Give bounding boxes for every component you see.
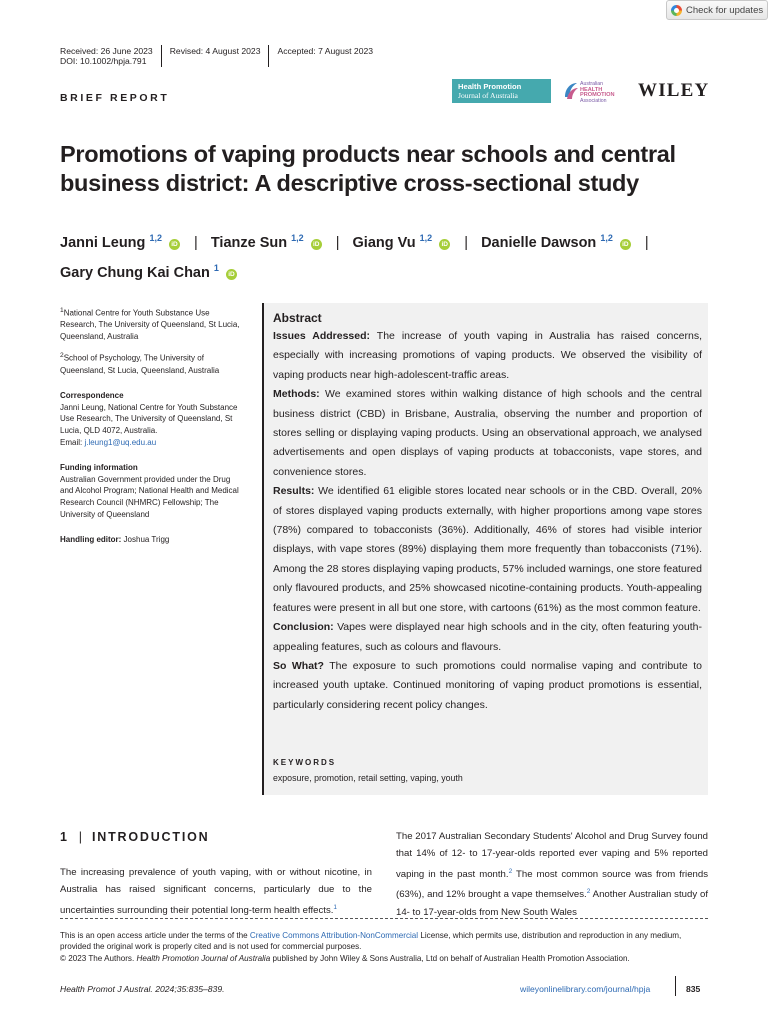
- funding-text: Australian Government provided under the Drug and Alcohol Program; National Health and Medical Research Council (NHMRC) Fellowship; The University of Queensland: [60, 474, 239, 519]
- author-separator: |: [644, 234, 649, 251]
- affiliation-text: School of Psychology, The University of Queensland, St Lucia, Queensland, Australia: [60, 354, 220, 375]
- copyright-journal: Health Promotion Journal of Australia: [136, 953, 271, 963]
- paragraph-text: The increasing prevalence of youth vaping, with or without nicotine, in Australia has raised significant concerns, particularly due to the uncertainties surrounding their potential long-term health effects.: [60, 867, 372, 916]
- email-link[interactable]: j.leung1@uq.edu.au: [84, 437, 157, 447]
- citation-ref[interactable]: 1: [333, 903, 338, 911]
- section-label: Conclusion:: [273, 621, 334, 634]
- abstract-conclusion: [273, 618, 702, 657]
- article-title: Promotions of vaping products near schools and central business district: A descriptive cross-sectional study: [60, 141, 676, 196]
- author-name[interactable]: Giang Vu: [352, 234, 416, 251]
- revised-date: Revised: 4 August 2023: [169, 46, 261, 56]
- abstract-so-what: [273, 657, 702, 715]
- orcid-icon[interactable]: iD: [169, 239, 180, 250]
- check-for-updates-button[interactable]: [666, 0, 768, 20]
- section-label: So What?: [273, 659, 324, 672]
- section-label: Issues Addressed:: [273, 330, 371, 342]
- paragraph-text: The most common source was from friends (63%), and 12% brought a vape themselves.: [396, 869, 708, 901]
- license-pre: This is an open access article under the terms of the: [60, 931, 250, 940]
- accepted-date: Accepted: 7 August 2023: [277, 46, 374, 56]
- publisher-logo[interactable]: WILEY: [638, 80, 710, 101]
- body-column-right: [396, 828, 708, 921]
- body-column-left: [60, 864, 372, 919]
- section-label: Methods:: [273, 388, 320, 401]
- abstract-heading: Abstract: [273, 311, 322, 325]
- paragraph-text: The 2017 Australian Secondary Students' Alcohol and Drug Survey found that 14% of 12- to 17-year-olds reported ever vaping and 5% reported vaping in the past month.: [396, 831, 708, 880]
- citation-ref[interactable]: 2: [586, 888, 591, 896]
- section-text: The exposure to such promotions could normalise vaping and contribute to increased youth uptake. Continued monitoring of vaping product promotions is essential, particularly considering recent policy changes.: [273, 659, 702, 711]
- author-separator: |: [194, 234, 198, 251]
- copyright-post: published by John Wiley & Sons Australia, Ltd on behalf of Australian Health Promotion Association.: [270, 953, 630, 963]
- footer-journal-url[interactable]: wileyonlinelibrary.com/journal/hpja: [520, 984, 651, 994]
- orcid-icon[interactable]: iD: [439, 239, 450, 250]
- journal-logo-line1: Health Promotion: [458, 82, 522, 91]
- crossmark-icon: [671, 5, 682, 16]
- keywords: exposure, promotion, retail setting, vaping, youth: [273, 773, 463, 783]
- license-divider: [60, 918, 708, 919]
- copyright-pre: © 2023 The Authors.: [60, 953, 137, 963]
- editor-label: Handling editor:: [60, 535, 122, 545]
- citation-ref[interactable]: 2: [508, 867, 513, 875]
- society-logo-text: [580, 82, 615, 104]
- abstract-methods: [273, 385, 702, 482]
- society-emblem-icon: [562, 79, 580, 103]
- license-link[interactable]: Creative Commons Attribution-NonCommercial: [249, 931, 419, 940]
- article-info-sidebar: [60, 305, 242, 554]
- funding: [60, 462, 242, 520]
- section-text: Vapes were displayed near high schools and in the city, often featuring youth-appealing features, such as colours and flavours.: [273, 621, 702, 653]
- editor-name: Joshua Trigg: [121, 535, 170, 545]
- divider: [161, 45, 162, 67]
- author-name[interactable]: Janni Leung: [60, 234, 146, 251]
- check-for-updates-label: Check for updates: [686, 4, 764, 16]
- article-type: BRIEF REPORT: [60, 92, 170, 104]
- orcid-icon[interactable]: iD: [620, 239, 631, 250]
- license-notice: [60, 930, 710, 964]
- correspondence-text: Janni Leung, National Centre for Youth Substance Use Research, The University of Queensland, St Lucia, QLD 4072, Australia.: [60, 402, 238, 436]
- footer-divider: [675, 976, 676, 996]
- author-list: [60, 226, 700, 286]
- section-text: We identified 61 eligible stores located near schools or in the CBD. Overall, 20% of stores displayed vaping products externally, with higher proportions among vape stores (78%) compared to tobacconists (36%). Additionally, 46% of stores had visible interior displays, with vape stores (89%) displaying them more frequently than tobacconists (71%). Among the 28 stores displaying vaping products, 57% included warnings, one store featured only flavoured products, and 25% showcased nicotine-containing products. Youth-appealing features were present in all but one store, with cartoons (61%) as the most common feature.: [273, 485, 702, 614]
- orcid-icon[interactable]: iD: [311, 239, 322, 250]
- correspondence-heading: Correspondence: [60, 391, 124, 401]
- abstract-body: [273, 327, 702, 715]
- author-name[interactable]: Tianze Sun: [210, 234, 288, 251]
- affiliation-ref[interactable]: 1: [213, 262, 219, 273]
- section-number: 1: [60, 830, 69, 844]
- affiliation-number: 2: [60, 352, 64, 360]
- copyright-text: [60, 953, 710, 964]
- orcid-icon[interactable]: iD: [226, 269, 237, 280]
- section-text: We examined stores within walking distance of high schools and the central business district (CBD) in Brisbane, Australia, observing the number and proportion of stores selling or displaying vaping products. Using an observational approach, we analysed advertisements and open displays of vaping products at tobacconists, vape stores, and convenience stores.: [273, 388, 702, 478]
- journal-logo-line2: Journal of Australia: [458, 91, 518, 100]
- author-name[interactable]: Danielle Dawson: [481, 234, 597, 251]
- affiliation-ref[interactable]: 1,2: [291, 233, 304, 243]
- author-name[interactable]: Gary Chung Kai Chan: [60, 264, 210, 281]
- affiliation-ref[interactable]: 1,2: [419, 233, 433, 243]
- funding-heading: Funding information: [60, 463, 138, 473]
- section-heading: [60, 830, 209, 844]
- heading-separator: |: [78, 830, 83, 844]
- license-post: License, which permits use, distribution and reproduction in any medium, provided the original work is properly cited and is not used for commercial purposes.: [60, 931, 682, 952]
- handling-editor: [60, 534, 242, 546]
- page-number: 835: [686, 984, 701, 994]
- section-text: The increase of youth vaping in Australia has raised concerns, especially with increasing promotions of vaping products. We observed the visibility of vaping products near high-adolescent-traffic areas.: [273, 330, 702, 381]
- section-title: INTRODUCTION: [92, 830, 210, 844]
- received-date: Received: 26 June 2023: [60, 46, 153, 56]
- journal-logo[interactable]: [452, 79, 551, 103]
- affiliation-ref[interactable]: 1,2: [600, 233, 613, 243]
- author-separator: |: [335, 234, 340, 251]
- affiliation-2: [60, 350, 242, 376]
- affiliation-1: [60, 305, 242, 342]
- affiliation-text: National Centre for Youth Substance Use Research, The University of Queensland, St Lucia, Queensland, Australia: [60, 308, 240, 341]
- society-logo-line1: Australian: [580, 81, 604, 87]
- email-label: Email:: [60, 437, 85, 447]
- society-logo[interactable]: [562, 79, 624, 103]
- footer-citation: Health Promot J Austral. 2024;35:835–839.: [60, 984, 225, 994]
- divider: [268, 45, 269, 67]
- paragraph-text: Another Australian study of 14- to 17-year-olds from New South Wales: [396, 889, 709, 918]
- abstract-results: [273, 482, 702, 618]
- abstract-issues: [273, 327, 702, 385]
- keywords-heading: KEYWORDS: [273, 758, 337, 767]
- affiliation-ref[interactable]: 1,2: [149, 233, 162, 243]
- license-text: [60, 930, 710, 953]
- doi[interactable]: DOI: 10.1002/hpja.791: [60, 56, 147, 66]
- affiliation-number: 1: [60, 307, 64, 314]
- society-logo-line3: PROMOTION: [580, 92, 615, 99]
- author-separator: |: [464, 234, 469, 251]
- society-logo-line4: Association: [580, 97, 607, 104]
- abstract-box: [262, 303, 708, 795]
- correspondence: [60, 390, 242, 448]
- section-label: Results:: [273, 485, 315, 498]
- society-logo-line2: HEALTH: [580, 86, 603, 93]
